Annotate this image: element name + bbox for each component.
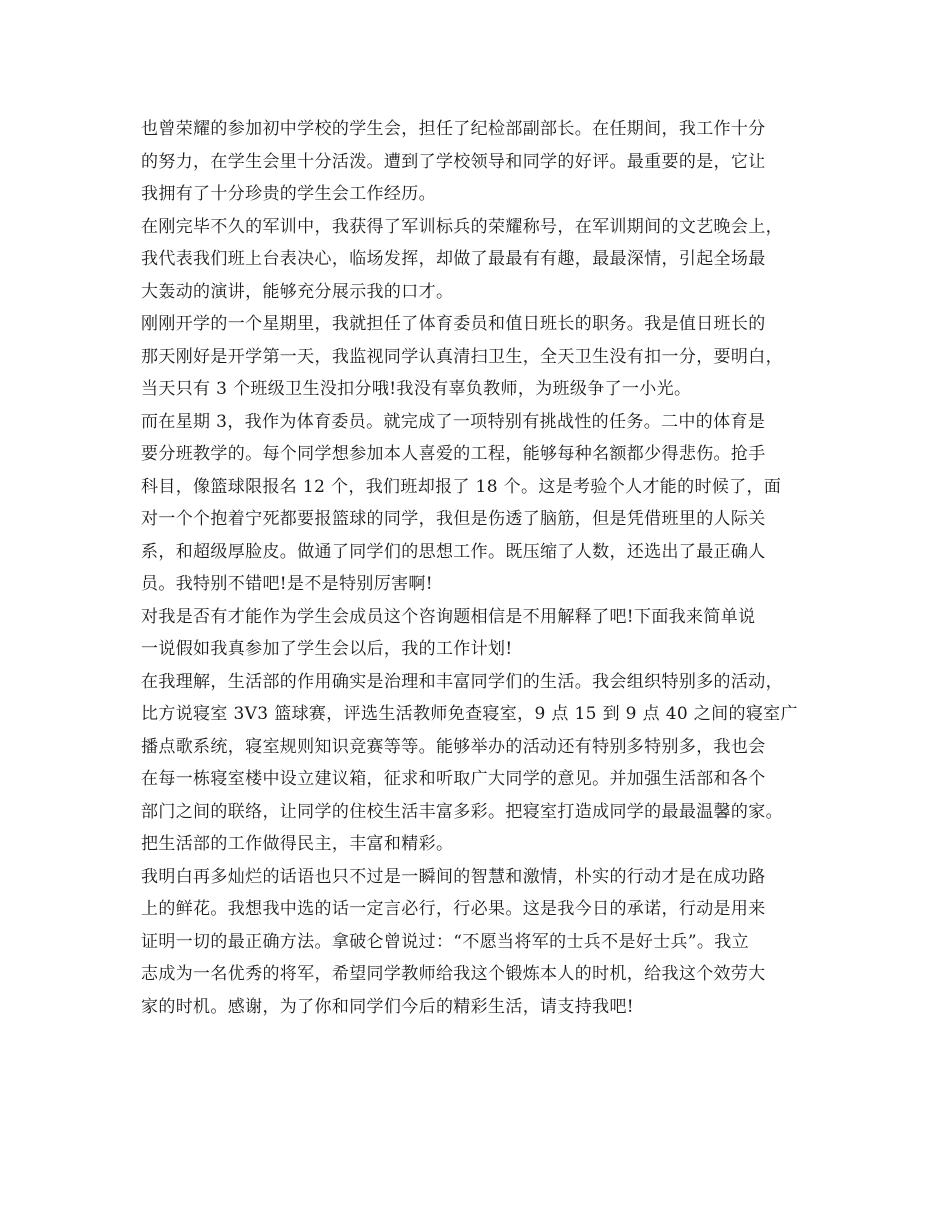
text-line: 我拥有了十分珍贵的学生会工作经历。 bbox=[141, 184, 436, 204]
text-line: 的努力，在学生会里十分活泼。遭到了学校领导和同学的好评。最重要的是，它让 bbox=[141, 151, 766, 172]
text-line: 那天刚好是开学第一天，我监视同学认真清扫卫生，全天卫生没有扣一分，要明白， bbox=[141, 346, 783, 367]
text-line: 当天只有 3 个班级卫生没扣分哦!我没有辜负教师，为班级争了一小光。 bbox=[141, 379, 692, 399]
text-line: 证明一切的最正确方法。拿破仑曾说过：“不愿当将军的士兵不是好士兵”。我立 bbox=[141, 931, 749, 952]
text-line: 部门之间的联络，让同学的住校生活丰富多彩。把寝室打造成同学的最最温馨的家。 bbox=[141, 801, 783, 822]
text-line: 系，和超级厚脸皮。做通了同学们的思想工作。既压缩了人数，还选出了最正确人 bbox=[141, 541, 766, 562]
text-line: 大轰动的演讲，能够充分展示我的口才。 bbox=[141, 281, 454, 302]
text-line: 我明白再多灿烂的话语也只不过是一瞬间的智慧和激情，朴实的行动才是在成功路 bbox=[141, 866, 766, 887]
text-line: 员。我特别不错吧!是不是特别厉害啊! bbox=[141, 574, 433, 594]
text-line: 要分班教学的。每个同学想参加本人喜爱的工程，能够每种名额都少得悲伤。抢手 bbox=[141, 444, 766, 464]
text-line: 播点歌系统，寝室规则知识竞赛等等。能够举办的活动还有特别多特别多，我也会 bbox=[141, 736, 766, 757]
text-line: 我代表我们班上台表决心，临场发挥，却做了最最有有趣，最最深情，引起全场最 bbox=[141, 249, 766, 269]
text-line: 刚刚开学的一个星期里，我就担任了体育委员和值日班长的职务。我是值日班长的 bbox=[141, 314, 766, 334]
text-line: 在每一栋寝室楼中设立建议箱，征求和听取广大同学的意见。并加强生活部和各个 bbox=[141, 769, 766, 789]
text-line: 对我是否有才能作为学生会成员这个咨询题相信是不用解释了吧!下面我来简单说 bbox=[141, 606, 756, 627]
text-line: 在刚完毕不久的军训中，我获得了军训标兵的荣耀称号，在军训期间的文艺晚会上， bbox=[141, 216, 783, 237]
text-line: 家的时机。感谢，为了你和同学们今后的精彩生活，请支持我吧! bbox=[141, 996, 634, 1017]
text-line: 比方说寝室 3V3 篮球赛，评选生活教师免查寝室，9 点 15 到 9 点 40 之间的寝室广 bbox=[141, 704, 798, 724]
text-line: 而在星期 3，我作为体育委员。就完成了一项特别有挑战性的任务。二中的体育是 bbox=[141, 411, 766, 432]
text-line: 一说假如我真参加了学生会以后，我的工作计划! bbox=[141, 639, 513, 659]
text-line: 也曾荣耀的参加初中学校的学生会，担任了纪检部副部长。在任期间，我工作十分 bbox=[141, 119, 766, 139]
text-line: 对一个个抱着宁死都要报篮球的同学，我但是伤透了脑筋，但是凭借班里的人际关 bbox=[141, 509, 766, 529]
text-line: 志成为一名优秀的将军，希望同学教师给我这个锻炼本人的时机，给我这个效劳大 bbox=[141, 964, 766, 984]
text-line: 上的鲜花。我想我中选的话一定言必行，行必果。这是我今日的承诺，行动是用来 bbox=[141, 899, 766, 919]
text-line: 科目，像篮球限报名 12 个，我们班却报了 18 个。这是考验个人才能的时候了，面 bbox=[141, 476, 782, 497]
document-body bbox=[141, 113, 821, 1023]
text-line: 把生活部的工作做得民主，丰富和精彩。 bbox=[141, 834, 454, 854]
text-line: 在我理解，生活部的作用确实是治理和丰富同学们的生活。我会组织特别多的活动， bbox=[141, 671, 783, 692]
